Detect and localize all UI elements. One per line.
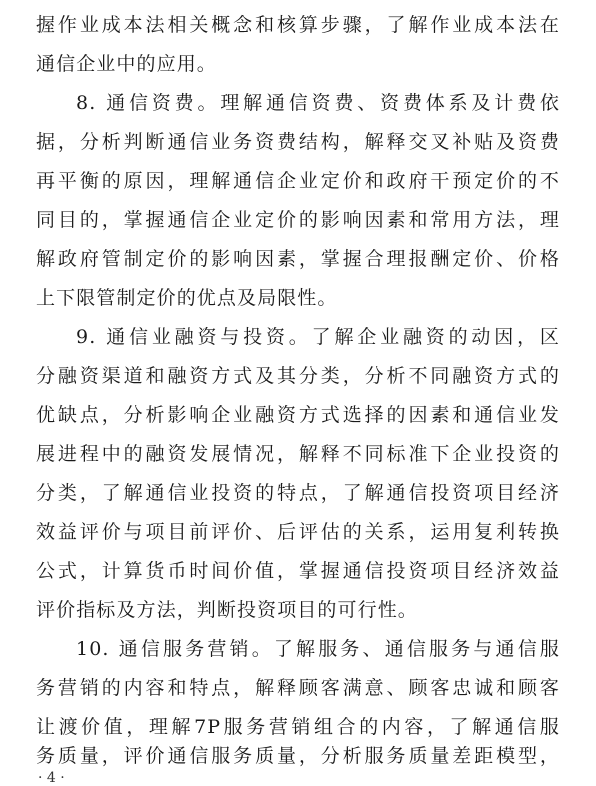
text-line-10: 分融资渠道和融资方式及其分类，分析不同融资方式的 <box>36 365 560 387</box>
text-line-16: 评价指标及方法，判断投资项目的可行性。 <box>36 599 418 621</box>
text-line-18: 务营销的内容和特点，解释顾客满意、顾客忠诚和顾客 <box>36 677 560 699</box>
text-line-15: 公式，计算货币时间价值，掌握通信投资项目经济效益 <box>36 560 560 582</box>
text-line-14: 效益评价与项目前评价、后评估的关系，运用复利转换 <box>36 521 560 543</box>
text-line-13: 分类，了解通信业投资的特点，了解通信投资项目经济 <box>36 482 560 504</box>
text-line-4: 据，分析判断通信业务资费结构，解释交叉补贴及资费 <box>36 131 560 153</box>
text-line-1: 握作业成本法相关概念和核算步骤，了解作业成本法在 <box>36 14 560 36</box>
text-line-9: 9. 通信业融资与投资。了解企业融资的动因，区 <box>76 326 560 348</box>
text-line-12: 展进程中的融资发展情况，解释不同标准下企业投资的 <box>36 443 560 465</box>
text-line-20: 务质量，评价通信服务质量，分析服务质量差距模型， <box>36 745 560 767</box>
text-line-7: 解政府管制定价的影响因素，掌握合理报酬定价、价格 <box>36 248 560 270</box>
text-line-2: 通信企业中的应用。 <box>36 53 217 75</box>
text-line-5: 再平衡的原因，理解通信企业定价和政府干预定价的不 <box>36 170 560 192</box>
text-line-3: 8. 通信资费。理解通信资费、资费体系及计费依 <box>76 92 560 114</box>
text-line-8: 上下限管制定价的优点及局限性。 <box>36 287 338 309</box>
text-line-11: 优缺点，分析影响企业融资方式选择的因素和通信业发 <box>36 404 560 426</box>
page-number: · 4 · <box>38 770 65 786</box>
text-line-17: 10. 通信服务营销。了解服务、通信服务与通信服 <box>76 638 560 660</box>
text-line-6: 同目的，掌握通信企业定价的影响因素和常用方法，理 <box>36 209 560 231</box>
text-line-19: 让渡价值，理解7P服务营销组合的内容，了解通信服 <box>36 716 560 738</box>
